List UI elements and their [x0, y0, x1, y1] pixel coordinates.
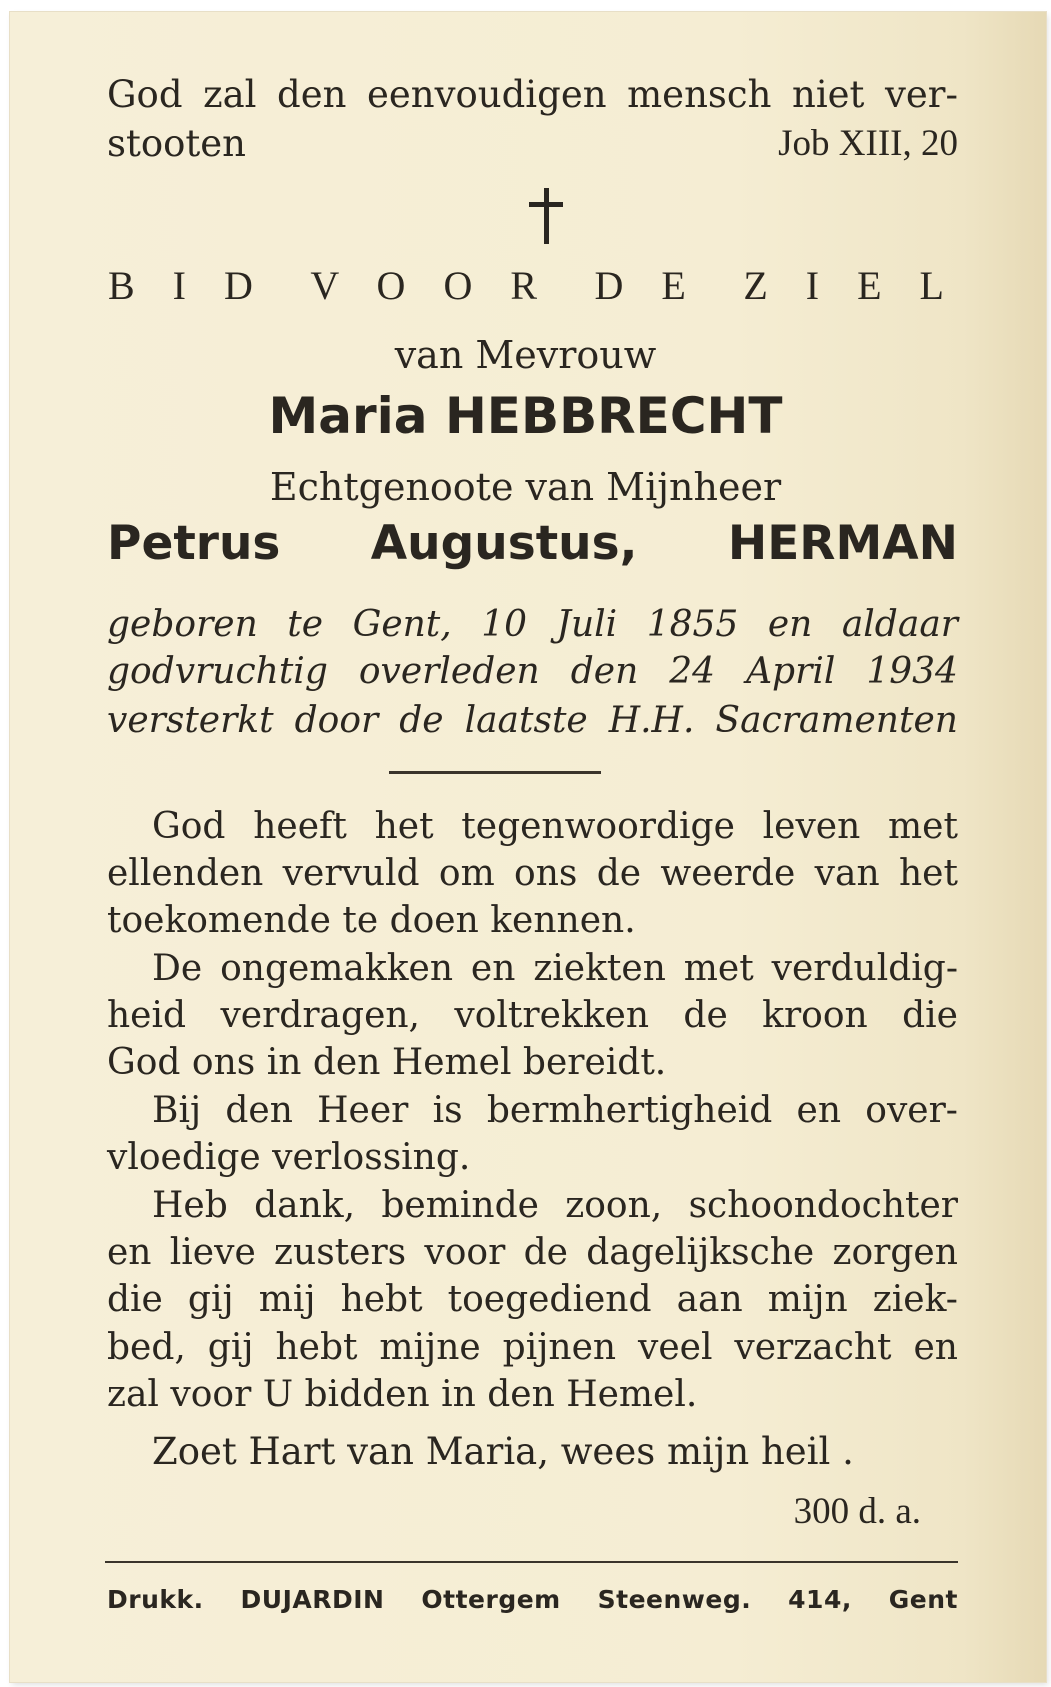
sacraments-line: versterkt door de laatste H.H. Sacramenten: [107, 700, 958, 741]
bible-reference: Job XIII, 20: [778, 123, 958, 164]
indulgence: 300 d. a.: [793, 1491, 921, 1532]
divider-long: [105, 1561, 958, 1563]
motto-line-1: God zal den eenvoudigen mensch niet ver-: [107, 73, 958, 116]
text-line: bed, gij hebt mijne pijnen veel verzacht en: [107, 1327, 958, 1368]
text-line: heid verdragen, voltrekken de kroon die: [107, 995, 958, 1036]
death-line: godvruchtig overleden den 24 April 1934: [107, 651, 958, 692]
text-line: zal voor U bidden in den Hemel.: [107, 1374, 698, 1415]
spouse-intro: Echtgenoote van Mijnheer: [269, 465, 782, 509]
printer-line: Drukk. DUJARDIN Ottergem Steenweg. 414, Gent: [107, 1585, 958, 1614]
divider-short: [389, 771, 601, 774]
text-line: God heeft het tegenwoordige leven met: [152, 806, 958, 847]
text-line: toekomende te doen kennen.: [107, 900, 636, 941]
text-line: De ongemakken en ziekten met verduldig-: [152, 948, 958, 989]
text-line: en lieve zusters voor de dagelijksche zorgen: [107, 1232, 958, 1273]
motto-line-2: [107, 122, 958, 165]
deceased-name: Maria HEBBRECHT: [268, 387, 783, 445]
text-line: ellenden vervuld om ons de weerde van het: [107, 853, 958, 894]
text-line: God ons in den Hemel bereidt.: [107, 1042, 667, 1083]
text-line: vloedige verlossing.: [107, 1137, 471, 1178]
prayer-line: Zoet Hart van Maria, wees mijn heil .: [152, 1430, 854, 1473]
text-line: Bij den Heer is bermhertigheid en over-: [152, 1090, 958, 1131]
spouse-name: Petrus Augustus, HERMAN: [107, 516, 958, 571]
text-line: die gij mij hebt toegediend aan mijn ziek-: [107, 1279, 958, 1320]
van-mevrouw: van Mevrouw: [394, 333, 657, 377]
motto-text: stooten: [107, 122, 247, 165]
birth-line: geboren te Gent, 10 Juli 1855 en aldaar: [107, 604, 958, 645]
text-line: Heb dank, beminde zoon, schoondochter: [152, 1185, 958, 1226]
heading-bid-voor-de-ziel: B I D V O O R D E Z I E L: [108, 263, 958, 308]
cross-icon: [529, 188, 563, 244]
